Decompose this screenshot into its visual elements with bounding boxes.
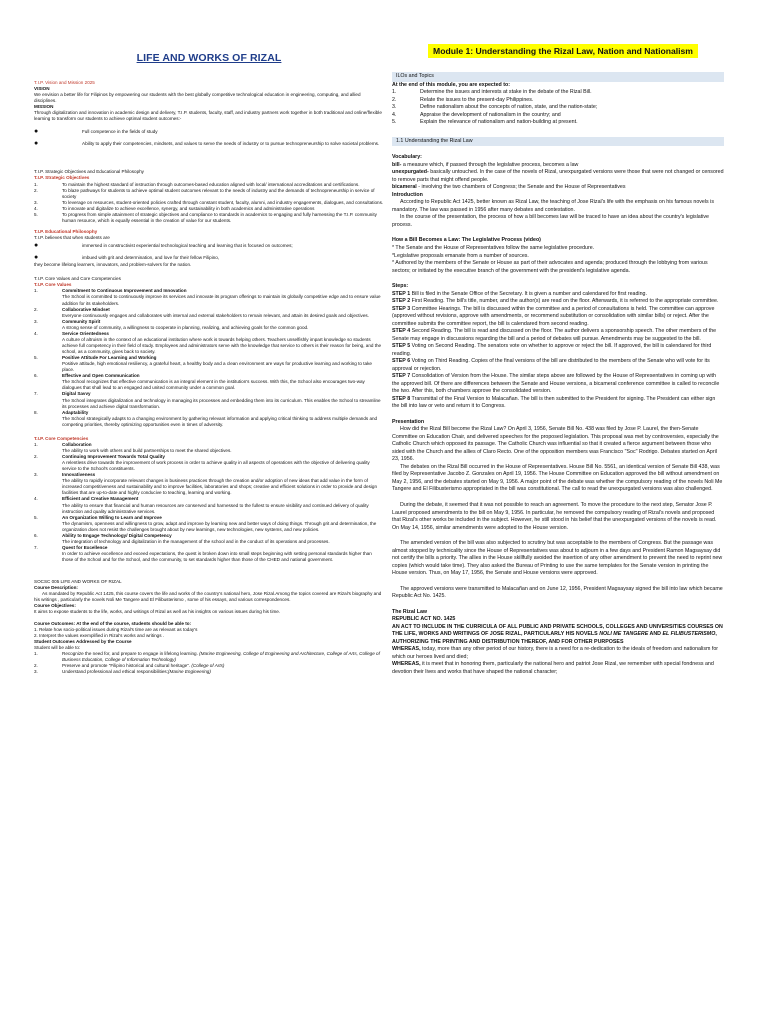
bullet-dot-icon: ● bbox=[34, 254, 39, 262]
cv-item: 5. Positive Attitude For Learning and Working Positive attitude, high emotional resiliency, a grateful heart, a healthy body and a clean environment are ways for productive learning and working to take place. bbox=[34, 355, 372, 373]
ilo-item: 3. Define nationalism about the concepts of nation, state, and the nation-state; bbox=[392, 104, 598, 111]
cv-heading: T.I.P. Core Values bbox=[34, 282, 72, 288]
ilo-bar: ILOs and Topics bbox=[392, 72, 724, 82]
vision-label: VISION bbox=[34, 85, 50, 91]
ilo-item: 1. Determine the issues and interests at stake in the debate of the Rizal Bill. bbox=[392, 89, 592, 96]
presentation-p5: The approved versions were transmitted to Malacañan and on June 12, 1956, President Magsaysay signed the bill into law which became Republic Act No. 1425. bbox=[392, 585, 723, 600]
how-line: * Authored by the members of the Senate or House as part of their advocates and agenda; produced through the lobbying from various sectors; or initiated by the executive branch of the government with the president's legislative agenda. bbox=[392, 260, 708, 274]
presentation-p2: The debates on the Rizal Bill occurred in the House of Representatives. House Bill No. 5561, an identical version of Senate Bill 438, was filed by Representative Jacobo Z. Gonzales on April 19, 1956. The House Committee on Education approved the bill without amendment on May 2, 1956, and the debates started on May 9, 1956. A major point of the debate was whether the compulsory reading of the novels Noli Me Tangere and El Filibusterismo appropriated in the bill was constitutional. The call to read the unexpurgated versions was also challenged. bbox=[392, 463, 723, 493]
right-column bbox=[392, 0, 724, 1024]
vm-heading: T.I.P. Vision and Mission 2025 bbox=[34, 79, 95, 85]
cc-heading: T.I.P. Core Competencies bbox=[34, 435, 89, 441]
cc-item: 3. Innovativeness The ability to rapidly incorporate relevant changes in business practices through the creation and/or adoption of new ideas that add value in the form of increased competitiveness and sustainability and to improve facilities, laboratories and shops; creative and efficient solutions in order to provide and design facilities that are up-to-date and highly conducive to teaching, learning and working. bbox=[34, 472, 378, 496]
left-column bbox=[34, 0, 384, 1024]
vocab-bill: bill- a measure which, if passed through the legislative process, becomes a law bbox=[392, 161, 579, 168]
mission-bullet: ● Full competence in the fields of study bbox=[34, 128, 158, 136]
ilo-intro: At the end of this module, you are expected to: bbox=[392, 81, 511, 88]
cv-item: 3. Community Spirit A strong sense of community, a willingness to cooperate in planning, realizing, and achieving goals for the common good. bbox=[34, 318, 309, 330]
socsc-heading: SOCSC 005 LIFE AND WORKS OF RIZAL bbox=[34, 579, 122, 585]
presentation-p4: The amended version of the bill was also subjected to scrutiny but was acceptable to the members of Congress. But the passage was almost stopped by technicality since the House of Representatives was about to adjourn in a few days and President Ramon Magsaysay did not certify the bills a priority. The allies in the House skillfully avoided the insertion of any other amendment to prevent the need to reprint new copies (which would take time). They also asked the Bureau of Printing to use the same templates for the Senate version in printing the House version. Thus, on May 17, 1956, the Senate and House versions were approved. bbox=[392, 540, 723, 577]
rizal-law-label: The Rizal Law bbox=[392, 608, 428, 615]
cv-item: 4. Service Orientedness A culture of altruism in the context of an educational institution where work is towards helping others. Teachers unselfishly impart knowledge so students achieve full competency in their field of study. Employees and administrators serve with the knowledge that service to others is their reason for being, and the school, as a community, gives back to society. bbox=[34, 330, 382, 355]
step-item: STEP 4 Second Reading. The bill is read and discussed on the floor. The author delivers a sponsorship speech. The other members of the Senate may engage in discussions regarding the bill and a period of debates will pursue. Amendments may be suggested to the bill. bbox=[392, 328, 717, 342]
student-outcome-item: 1. Recognize the need for, and prepare to engage in lifelong learning. (Marine Engineering, College of Engineering and Architecture, College of Arts, College of Business Education, College of Information Technology) bbox=[34, 650, 380, 662]
how-bill-label: How a Bill Becomes a Law: The Legislative Process (video) bbox=[392, 237, 541, 244]
ep-tail: they become lifelong learners, innovators, and problem-solvers for the nation. bbox=[34, 262, 192, 268]
vision-text: We envision a better life for Filipinos by empowering our students with the best globally competitive technological education in engineering, computing, and allied disciplines. bbox=[34, 91, 361, 104]
so-item: 5. To progress from simple attainment of strategic objectives and compliance to standards in academics to engaging and fully harnessing the T.I.P. community human resource, which is equally essential in the creation of value for our students. bbox=[34, 211, 377, 223]
page-title: LIFE AND WORKS OF RIZAL bbox=[136, 52, 282, 64]
so-item: 4. To innovate and digitalize to achieve excellence, synergy, and sustainability in both academics and administrative operations bbox=[34, 205, 315, 211]
course-objectives-label: Course Objectives: bbox=[34, 603, 76, 609]
so-item: 1. To maintain the highest standard of instruction through outcomes-based education aligned with local/ international accreditations and certifications. bbox=[34, 181, 360, 187]
mission-bullet: ● Ability to apply their competencies, mindsets, and values to serve the needs of industry or to pursue technopreneurship to solve societal problems. bbox=[34, 140, 380, 148]
student-outcome-item: 2. Preserve and promote "Filipino historical and cultural heritage". (College of Arts) bbox=[34, 662, 225, 668]
ilo-item: 2. Relate the issues to the present-day Philippines. bbox=[392, 96, 534, 103]
ep-bullet: ● imbued with grit and determination, and love for their fellow Filipino, bbox=[34, 254, 220, 262]
steps-label: Steps: bbox=[392, 283, 409, 290]
step-item: STEP 6 Voting on Third Reading. Copies of the final versions of the bill are distributed to the members of the Senate who will vote for its approval or rejection. bbox=[392, 358, 710, 372]
bullet-dot-icon: ● bbox=[34, 140, 39, 148]
republic-act-label: REPUBLIC ACT NO. 1425 bbox=[392, 616, 456, 623]
ep-intro: T.I.P. believes that when students are bbox=[34, 235, 110, 241]
how-line: *Legislative proposals emanate from a number of sources. bbox=[392, 252, 529, 259]
cc-item: 2. Continuing Improvement Towards Total Quality A relentless drive towards the improvement of work process in order to achieve quality in all aspects of operations with the objective of delivering quality service to the School's constituents. bbox=[34, 454, 370, 472]
introduction-p2: In the course of the presentation, the process of how a bill becomes law will be traced to have an idea about the country's legislative process. bbox=[392, 214, 709, 228]
so-intro: T.I.P. Strategic Objectives and Educational Philosophy bbox=[34, 169, 144, 175]
so-item: 2. To blaze pathways for students to achieve optimal student outcomes relevant to the needs of industry and the demands of technopreneurship in service of society bbox=[34, 187, 375, 199]
cv-item: 8. Adaptability The School strategically adapts to a changing environment by gathering relevant information and applying critical thinking to address multiple demands and competing priorities, thereby optimizing opportunities even in times of adversity. bbox=[34, 409, 378, 427]
cv-intro: T.I.P. Core Values and Core Competencies bbox=[34, 276, 121, 282]
cv-item: 1. Commitment to Continuous Improvement and Innovation The School is committed to continuously improve its services and innovate its program offerings to maintain its globally competitive edge and to ensure value addition for its stakeholders. bbox=[34, 288, 381, 306]
module-title: Module 1: Understanding the Rizal Law, Nation and Nationalism bbox=[428, 44, 698, 58]
course-outcomes-label: Course Outcomes: At the end of the course, students should be able to: bbox=[34, 620, 192, 626]
cc-item: 5. An Organization Willing to Learn and Improve The dynamism, openness and willingness to grow, adapt and improve by learning new and better ways of doing things. Through grit and determination, the organization does not resist the challenges brought about by new learnings, new technologies, new systems, and new policies. bbox=[34, 514, 377, 532]
course-outcome: 1. Relate how socio-political issues during Rizal's time are as relevant as today's bbox=[34, 626, 198, 632]
course-objectives-text: It aims to expose students to the life, works, and writings of Rizal as well as his insights on various issues during his time. bbox=[34, 609, 281, 615]
vocab-unexpurgated: unexpurgated- basically untouched. In the case of the novels of Rizal, unexpurgated versions were those that were not changed or censored to remove parts that might offend people. bbox=[392, 169, 724, 183]
presentation-label: Presentation bbox=[392, 418, 425, 425]
step-item: STEP 1 Bill is filed in the Senate Office of the Secretary. It is given a number and calendared for first reading. bbox=[392, 290, 647, 297]
topic-bar: 1.1 Understanding the Rizal Law bbox=[392, 137, 724, 147]
cv-item: 2. Collaborative Mindset Everyone continuously engages and collaborates with internal and external stakeholders to remain relevant, and attain its desired goals and objectives. bbox=[34, 306, 369, 318]
cc-item: 4. Efficient and Creative Management The ability to ensure that financial and human resources are conserved and harnessed to the fullest to ensure visibility and continued delivery of quality instruction and quality administrative services. bbox=[34, 496, 369, 514]
step-item: STEP 3 Committee Hearings. The bill is discussed within the committee and a period of consultations is held. The committee can approve (approved without revisions, approve with amendments, or recommend substitution or consolidation with similar bills) or reject. After the committee submits the committee report, the bill is calendared from second reading. bbox=[392, 305, 715, 327]
cc-item: 6. Ability to Engage Technology/ Digital Competency The integration of technology and digitalization in the management of the school and in the conduct of its operations and processes. bbox=[34, 532, 330, 544]
step-item: STEP 7 Consolidation of Version from the House. The similar steps above are followed by the House of Representatives in coming up with the approved bill. Of there are differences between the Senate and House versions, a bicameral conference committee is called to reconcile the two. After this, both chambers approve the consolidated version. bbox=[392, 373, 720, 395]
step-item: STEP 5 Voting on Second Reading. The senators vote on whether to approve or reject the bill. If approved, the bill is calendared for third reading. bbox=[392, 343, 712, 357]
bullet-dot-icon: ● bbox=[34, 242, 39, 250]
course-description-label: Course Description: bbox=[34, 585, 78, 591]
step-item: STEP 2 First Reading. The bill's title, number, and the author(s) are read on the floor. Afterwards, it is referred to the appropriate committee. bbox=[392, 298, 719, 305]
introduction-label: Introduction bbox=[392, 191, 423, 198]
bullet-dot-icon: ● bbox=[34, 128, 39, 136]
ep-heading: T.I.P. Educational Philosophy bbox=[34, 228, 98, 234]
ilo-item: 5. Explain the relevance of nationalism and nation-building at present. bbox=[392, 119, 578, 126]
vocab-bicameral: bicameral - involving the two chambers of Congress; the Senate and the House of Representatives bbox=[392, 184, 626, 191]
presentation-p3: During the debate, it seemed that it was not possible to reach an agreement. To move the procedure to the next step, Senator Jose P. Laurel proposed amendments to the bill on May 9, 1956. In particular, he removed the compulsory reading of Rizal's novels and proposed that Rizal's other works be included in the subject. However, he still stood in his belief that the unexpurgated versions of the novels is read. On May 14, 1956, similar amendments were adopted to the House version. bbox=[392, 501, 717, 531]
vocabulary-label: Vocabulary: bbox=[392, 154, 422, 161]
so-item: 3. To leverage on resources, student-oriented policies crafted through constant student, faculty, alumni, and industry engagements, dialogues, and consultations. bbox=[34, 199, 384, 205]
how-line: * The Senate and the House of Representatives follow the same legislative procedure. bbox=[392, 245, 595, 251]
whereas-1: WHEREAS, today, more than any other period of our history, there is a need for a re-dedication to the ideals of freedom and nationalism for which our heroes lived and died; bbox=[392, 646, 719, 660]
student-outcome-item: 3. Understand professional and ethical responsibilities;(Marine Engineering) bbox=[34, 669, 211, 675]
student-outcomes-label: Student Outcomes Addressed by the Course bbox=[34, 638, 132, 644]
cc-item: 1. Collaboration The ability to work with others and build partnerships to meet the shared objectives. bbox=[34, 441, 232, 453]
whereas-2: WHEREAS, it is meet that in honoring them, particularly the national hero and patriot Jose Rizal, we remember with special fondness and devotion their lives and works that have shaped the national character; bbox=[392, 661, 714, 675]
student-outcomes-intro: Student will be able to: bbox=[34, 644, 81, 650]
act-title: AN ACT TO INCLUDE IN THE CURRICULA OF ALL PUBLIC AND PRIVATE SCHOOLS, COLLEGES AND UNIVERSITIES COURSES ON THE LIFE, WORKS AND WRITINGS OF JOSE RIZAL, PARTICULARLY HIS NOVELS NOLI ME TANGERE AND EL FILIBUSTERISMO, AUTHORIZING THE PRINTING AND DISTRIBUTION THEREOF, AND FOR OTHER PURPOSES bbox=[392, 623, 723, 645]
ilo-item: 4. Appraise the development of nationalism in the country; and bbox=[392, 111, 561, 118]
cv-item: 6. Effective and Open Communication The School recognizes that effective communication is an integral element in the institution's success. With this, the School also encourages two-way dialogues that shall lead to an engaged and united community under a common goal. bbox=[34, 373, 365, 391]
so-heading: T.I.P. Strategic Objectives bbox=[34, 175, 90, 181]
course-outcome: 2. Interpret the values exemplified in Rizal's works and writings . bbox=[34, 632, 165, 638]
introduction-p1: According to Republic Act 1425, better known as Rizal Law, the teaching of Jose Rizal's life with the emphasis on his famous novels is mandatory. The law was passed in 1956 after many debates and contestation. bbox=[392, 199, 714, 213]
mission-label: MISSION bbox=[34, 104, 54, 110]
ep-bullet: ● immersed in constructivist experiential technological teaching and learning that is focused on outcomes; bbox=[34, 242, 293, 250]
course-description-text: As mandated by Republic Act 1425, this course covers the life and works of the country's national hero, Jose Rizal.Among the topics covered are Rizal's biography and his writings , particularly the novels Noli Me Tangere and El Filibusterismo , some of his essays, and various correspondences. bbox=[34, 591, 382, 603]
cc-item: 7. Quest for Excellence In order to achieve excellence and exceed expectations, the quest is broken down into small steps beginning with setting personal standards higher than those of the School and for the School, and the community, to set standards higher than those of the CHED and national government. bbox=[34, 544, 372, 563]
step-item: STEP 8 Transmittal of the Final Version to Malacañan. The bill is then submitted to the President for signing. The President can either sign the bill into law or veto and return it to Congress. bbox=[392, 395, 716, 410]
mission-text: Through digitalization and innovation in academic design and delivery, T.I.P. students, faculty, staff, and industry partners work together in both traditional and online/flexible learning to transform our students to achieve optimal student outcomes:- bbox=[34, 110, 382, 122]
presentation-p1: How did the Rizal Bill become the Rizal Law? On April 3, 1956, Senate Bill No. 438 was filed by Jose P. Laurel, the then-Senate Committee on Education Chair, and delivered speeches for the proposed legislation. This proposal was met by controversies, especially the Catholic Church which opposed its passage. The Catholic Church was influential so that it created a fierce argument between those who sided with the Church and the allies of Claro Recto. One of the opposition members was Francisco "Soc" Rodrigo. Debates started on April 23, 1956. bbox=[392, 426, 719, 463]
cv-item: 7. Digital Savvy The School integrates digitalization and technology in managing its processes and embedding them into its curriculum. This enables the School to streamline its processes and achieve digital transformation. bbox=[34, 391, 381, 409]
